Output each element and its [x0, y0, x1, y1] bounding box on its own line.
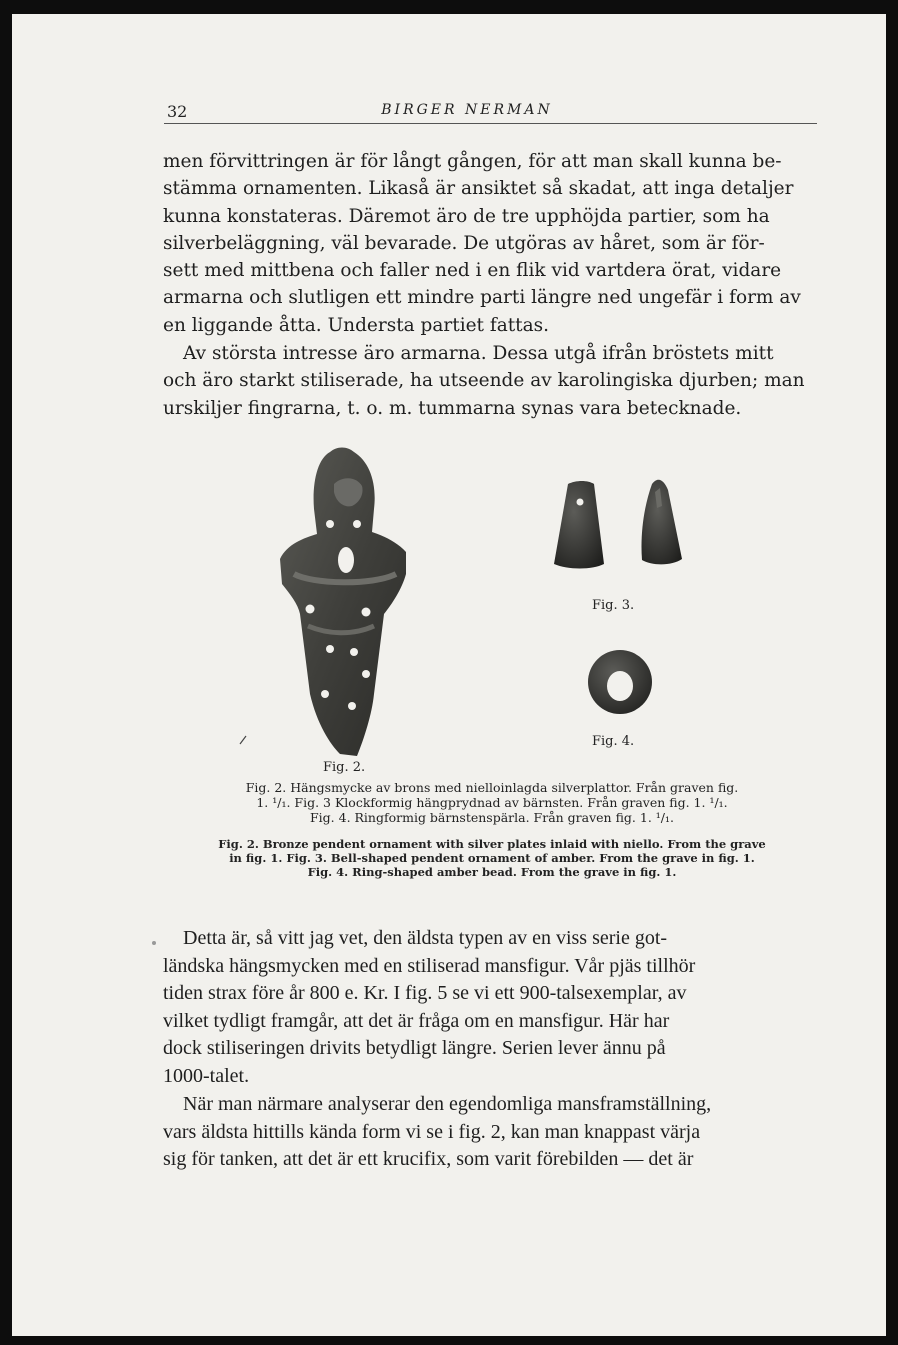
caption-line: Fig. 4. Ring-shaped amber bead. From the grave in fig. 1. — [307, 865, 677, 879]
caption-line: Fig. 2. Bronze pendent ornament with silver plates inlaid with niello. From the grave — [218, 837, 766, 851]
paragraph-4 — [163, 1091, 821, 1174]
text-line: 1000-talet. — [163, 1064, 250, 1087]
text-line: Detta är, så vitt jag vet, den äldsta typen av en viss serie got- — [183, 927, 668, 949]
text-line: sig för tanken, att det är ett krucifix, som varit förebilden — det är — [163, 1148, 694, 1170]
caption-line: Fig. 4. Ringformig bärnstenspärla. Från graven fig. 1. ¹/₁. — [310, 810, 674, 825]
text-line: armarna och slutligen ett mindre parti längre ned ungefär i form av — [163, 287, 801, 309]
text-line: vilket tydligt framgår, att det är fråga om en mansfigur. Här har — [163, 1009, 670, 1032]
fig-4-label: Fig. 4. — [592, 734, 635, 749]
caption-line: in fig. 1. Fig. 3. Bell-shaped pendent ornament of amber. From the grave in fig. 1. — [229, 851, 755, 865]
caption-line: Fig. 2. Hängsmycke av brons med nielloinlagda silverplattor. Från graven fig. — [245, 780, 739, 795]
text-line: och äro starkt stiliserade, ha utseende av karolingiska djurben; man — [163, 370, 805, 392]
text-line: tiden strax före år 800 e. Kr. I fig. 5 se vi ett 900-talsexemplar, av — [163, 982, 687, 1004]
paragraph-2 — [163, 340, 819, 422]
text-line: stämma ornamenten. Likaså är ansiktet så skadat, att inga detaljer — [163, 178, 794, 200]
ring-bead-image — [588, 650, 652, 714]
book-page — [12, 14, 886, 1336]
page-number: 32 — [167, 102, 188, 121]
text-line: dock stiliseringen drivits betydligt längre. Serien lever ännu på — [163, 1037, 666, 1059]
fig-2-label: Fig. 2. — [323, 760, 366, 775]
text-line: vars äldsta hittills kända form vi se i fig. 2, kan man knappast värja — [163, 1120, 701, 1143]
text-line: men förvittringen är för långt gången, för att man skall kunna be- — [163, 151, 782, 172]
margin-dot — [152, 941, 156, 945]
paragraph-3 — [163, 925, 821, 1090]
text-line: en liggande åtta. Understa partiet fattas. — [163, 314, 550, 336]
fig-3-label: Fig. 3. — [592, 598, 635, 613]
text-line: ländska hängsmycken med en stiliserad mansfigur. Vår pjäs tillhör — [163, 954, 696, 977]
paragraph-1 — [163, 148, 819, 339]
bell-pendant-image — [554, 480, 682, 569]
text-line: sett med mittbena och faller ned i en flik vid vartdera örat, vidare — [163, 260, 782, 282]
caption-line: 1. ¹/₁. Fig. 3 Klockformig hängprydnad av bärnsten. Från graven fig. 1. ¹/₁. — [256, 795, 728, 810]
header-rule — [164, 123, 817, 124]
text-line: kunna konstateras. Däremot äro de tre upphöjda partier, som ha — [163, 205, 770, 227]
bronze-pendant-image — [280, 448, 406, 757]
text-line: urskiljer fingrarna, t. o. m. tummarna synas vara betecknade. — [163, 397, 742, 419]
caption-swedish — [162, 780, 822, 825]
text-line: silverbeläggning, väl bevarade. De utgöras av håret, som är för- — [163, 232, 765, 254]
caption-english — [162, 837, 822, 879]
text-line: Av största intresse äro armarna. Dessa utgå ifrån bröstets mitt — [183, 343, 774, 364]
running-title: BIRGER NERMAN — [381, 102, 553, 118]
text-line: När man närmare analyserar den egendomliga mansframställning, — [183, 1093, 712, 1115]
